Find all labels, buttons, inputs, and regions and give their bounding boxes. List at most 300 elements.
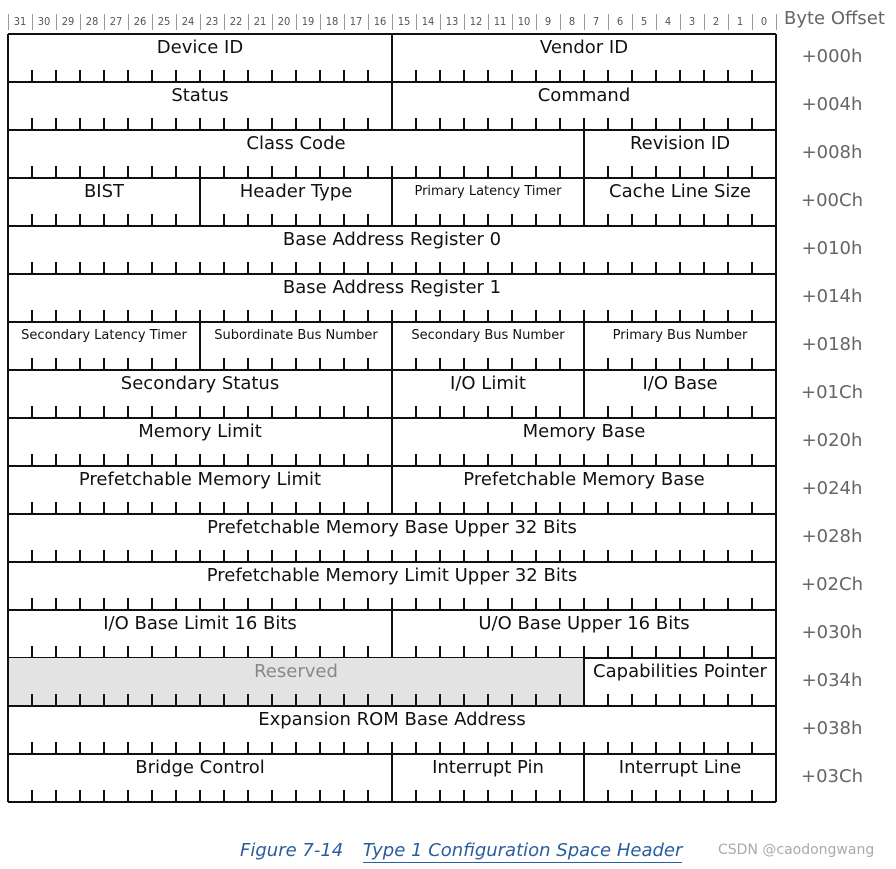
bit-tick [175, 790, 177, 802]
field-border [775, 34, 777, 82]
bit-tick [79, 454, 81, 466]
register-field [392, 370, 584, 418]
bit-tick [55, 694, 57, 706]
bit-tick [511, 646, 513, 658]
bit-tick [607, 742, 609, 754]
bit-tick [703, 358, 705, 370]
bit-tick [31, 598, 33, 610]
bit-tick [751, 550, 753, 562]
bit-tick [655, 694, 657, 706]
bit-ticks [200, 358, 392, 370]
bit-tick [103, 118, 105, 130]
bit-separator [224, 14, 225, 30]
bit-separator [8, 14, 9, 30]
bit-tick [727, 358, 729, 370]
field-border [391, 754, 393, 802]
register-field [8, 322, 200, 370]
register-field [200, 178, 392, 226]
bit-number: 14 [421, 15, 435, 28]
bit-tick [583, 550, 585, 562]
bit-tick [247, 454, 249, 466]
bit-number: 15 [397, 15, 411, 28]
byte-offset: +030h [801, 622, 863, 643]
bit-tick [175, 70, 177, 82]
bit-tick [199, 166, 201, 178]
bit-tick [439, 598, 441, 610]
bit-tick [631, 310, 633, 322]
bit-tick [247, 118, 249, 130]
bit-tick [487, 790, 489, 802]
bit-tick [199, 70, 201, 82]
bit-tick [55, 214, 57, 226]
bit-tick [271, 742, 273, 754]
bit-ticks [8, 214, 200, 226]
field-label: Memory Limit [138, 421, 262, 442]
register-field [8, 466, 392, 514]
bit-ticks [8, 694, 584, 706]
bit-tick [607, 454, 609, 466]
field-border [7, 274, 9, 322]
field-border [583, 754, 585, 802]
bit-ticks [584, 406, 776, 418]
register-field [8, 754, 392, 802]
bit-tick [439, 550, 441, 562]
bit-tick [367, 310, 369, 322]
bit-tick [727, 598, 729, 610]
bit-tick [751, 166, 753, 178]
bit-number: 30 [37, 15, 51, 28]
bit-separator [392, 14, 393, 30]
bit-separator [104, 14, 105, 30]
bit-tick [295, 310, 297, 322]
bit-tick [151, 214, 153, 226]
bit-tick [559, 166, 561, 178]
bit-tick [487, 118, 489, 130]
field-border [583, 370, 585, 418]
bit-tick [607, 406, 609, 418]
bit-ticks [8, 166, 584, 178]
bit-tick [367, 742, 369, 754]
bit-ticks [392, 646, 776, 658]
bit-tick [727, 550, 729, 562]
bit-separator [152, 14, 153, 30]
row-border [8, 801, 776, 803]
bit-tick [559, 742, 561, 754]
bit-tick [271, 790, 273, 802]
bit-tick [79, 742, 81, 754]
bit-tick [727, 790, 729, 802]
bit-tick [343, 358, 345, 370]
bit-ticks [8, 70, 392, 82]
bit-tick [319, 598, 321, 610]
bit-separator [776, 14, 777, 30]
bit-tick [127, 502, 129, 514]
bit-tick [607, 358, 609, 370]
bit-tick [271, 214, 273, 226]
bit-tick [463, 454, 465, 466]
bit-number: 26 [133, 15, 147, 28]
bit-tick [655, 454, 657, 466]
bit-tick [127, 742, 129, 754]
bit-number: 16 [373, 15, 387, 28]
field-border [199, 178, 201, 226]
bit-tick [343, 310, 345, 322]
field-border [775, 130, 777, 178]
bit-tick [31, 214, 33, 226]
bit-tick [415, 502, 417, 514]
bit-tick [343, 118, 345, 130]
bit-tick [343, 70, 345, 82]
field-label: Primary Latency Timer [414, 184, 562, 199]
bit-tick [151, 166, 153, 178]
bit-tick [247, 406, 249, 418]
bit-tick [703, 598, 705, 610]
bit-tick [79, 406, 81, 418]
bit-tick [31, 70, 33, 82]
field-label: Prefetchable Memory Base [463, 469, 705, 490]
field-label: Prefetchable Memory Limit Upper 32 Bits [206, 565, 578, 586]
bit-tick [463, 70, 465, 82]
byte-offset: +028h [801, 526, 863, 547]
field-border [775, 82, 777, 130]
bit-tick [415, 118, 417, 130]
bit-tick [343, 742, 345, 754]
bit-tick [679, 214, 681, 226]
bit-tick [223, 406, 225, 418]
bit-tick [607, 502, 609, 514]
bit-tick [487, 502, 489, 514]
bit-tick [511, 406, 513, 418]
bit-tick [295, 454, 297, 466]
field-border [7, 658, 9, 706]
bit-tick [655, 310, 657, 322]
byte-offset: +01Ch [801, 382, 863, 403]
bit-tick [583, 598, 585, 610]
bit-tick [439, 310, 441, 322]
bit-tick [607, 70, 609, 82]
bit-tick [247, 694, 249, 706]
bit-tick [151, 742, 153, 754]
field-label: Prefetchable Memory Base Upper 32 Bits [207, 517, 577, 538]
bit-tick [463, 262, 465, 274]
bit-tick [319, 166, 321, 178]
bit-tick [367, 262, 369, 274]
bit-tick [511, 742, 513, 754]
bit-tick [487, 550, 489, 562]
bit-tick [679, 118, 681, 130]
bit-tick [127, 358, 129, 370]
bit-separator [128, 14, 129, 30]
bit-tick [607, 214, 609, 226]
bit-tick [415, 646, 417, 658]
bit-tick [679, 502, 681, 514]
bit-number: 8 [568, 15, 576, 28]
field-label: U/O Base Upper 16 Bits [478, 613, 690, 634]
bit-tick [703, 790, 705, 802]
bit-tick [487, 262, 489, 274]
register-field [392, 466, 776, 514]
register-field [8, 658, 584, 706]
bit-tick [463, 310, 465, 322]
bit-tick [31, 166, 33, 178]
field-border [775, 754, 777, 802]
field-border [391, 418, 393, 466]
bit-separator [752, 14, 753, 30]
register-grid [8, 34, 776, 802]
bit-tick [703, 214, 705, 226]
bit-tick [583, 454, 585, 466]
byte-offset: +024h [801, 478, 863, 499]
bit-tick [583, 118, 585, 130]
bit-tick [631, 646, 633, 658]
bit-tick [415, 694, 417, 706]
bit-tick [223, 166, 225, 178]
bit-ticks [392, 406, 584, 418]
register-field [8, 610, 392, 658]
bit-tick [175, 550, 177, 562]
bit-tick [679, 550, 681, 562]
field-label: Interrupt Line [618, 757, 742, 778]
bit-tick [31, 790, 33, 802]
bit-tick [103, 550, 105, 562]
bit-tick [727, 118, 729, 130]
bit-ticks [8, 262, 776, 274]
bit-tick [535, 70, 537, 82]
bit-tick [127, 406, 129, 418]
bit-tick [175, 646, 177, 658]
bit-tick [391, 742, 393, 754]
bit-tick [151, 358, 153, 370]
bit-tick [223, 70, 225, 82]
bit-tick [607, 646, 609, 658]
bit-tick [703, 694, 705, 706]
bit-ticks [392, 70, 776, 82]
bit-tick [319, 454, 321, 466]
bit-separator [176, 14, 177, 30]
bit-tick [511, 598, 513, 610]
field-border [7, 754, 9, 802]
bit-tick [343, 214, 345, 226]
bit-tick [271, 502, 273, 514]
bit-tick [79, 118, 81, 130]
byte-offset: +000h [801, 46, 863, 67]
bit-tick [295, 646, 297, 658]
bit-tick [511, 118, 513, 130]
bit-tick [151, 790, 153, 802]
bit-tick [487, 598, 489, 610]
bit-number: 19 [301, 15, 315, 28]
bit-tick [703, 70, 705, 82]
bit-tick [535, 502, 537, 514]
field-border [775, 610, 777, 658]
bit-tick [79, 598, 81, 610]
bit-tick [535, 694, 537, 706]
bit-tick [55, 358, 57, 370]
bit-tick [655, 790, 657, 802]
bit-number-header [8, 10, 776, 34]
bit-tick [103, 598, 105, 610]
bit-tick [679, 310, 681, 322]
bit-tick [271, 262, 273, 274]
bit-tick [343, 262, 345, 274]
bit-tick [223, 358, 225, 370]
bit-tick [631, 358, 633, 370]
bit-tick [415, 790, 417, 802]
bit-tick [751, 742, 753, 754]
register-field [8, 34, 392, 82]
bit-number: 11 [493, 15, 507, 28]
bit-tick [511, 262, 513, 274]
bit-tick [415, 358, 417, 370]
bit-tick [367, 118, 369, 130]
field-label: Header Type [239, 181, 353, 202]
bit-tick [391, 598, 393, 610]
field-border [775, 706, 777, 754]
bit-tick [583, 310, 585, 322]
bit-tick [103, 742, 105, 754]
bit-tick [247, 214, 249, 226]
bit-tick [55, 790, 57, 802]
field-border [7, 370, 9, 418]
bit-separator [80, 14, 81, 30]
bit-tick [727, 646, 729, 658]
bit-tick [127, 214, 129, 226]
register-field [584, 754, 776, 802]
bit-tick [415, 262, 417, 274]
bit-separator [56, 14, 57, 30]
bit-tick [583, 502, 585, 514]
bit-tick [607, 166, 609, 178]
bit-tick [127, 70, 129, 82]
bit-ticks [8, 454, 392, 466]
bit-tick [439, 502, 441, 514]
bit-tick [463, 502, 465, 514]
field-border [7, 82, 9, 130]
register-field [584, 322, 776, 370]
bit-ticks [8, 742, 776, 754]
bit-tick [31, 694, 33, 706]
bit-tick [127, 310, 129, 322]
byte-offset: +034h [801, 670, 863, 691]
bit-tick [727, 214, 729, 226]
bit-tick [391, 310, 393, 322]
bit-tick [703, 310, 705, 322]
bit-ticks [392, 214, 584, 226]
bit-tick [79, 214, 81, 226]
bit-separator [368, 14, 369, 30]
bit-tick [343, 550, 345, 562]
bit-tick [247, 262, 249, 274]
field-border [775, 322, 777, 370]
bit-separator [728, 14, 729, 30]
bit-tick [535, 358, 537, 370]
bit-tick [223, 454, 225, 466]
bit-tick [199, 694, 201, 706]
bit-tick [31, 262, 33, 274]
bit-separator [248, 14, 249, 30]
bit-tick [463, 214, 465, 226]
bit-separator [344, 14, 345, 30]
bit-tick [439, 262, 441, 274]
bit-tick [271, 694, 273, 706]
bit-tick [679, 454, 681, 466]
bit-number: 20 [277, 15, 291, 28]
bit-separator [536, 14, 537, 30]
bit-tick [655, 214, 657, 226]
bit-tick [631, 214, 633, 226]
bit-tick [223, 262, 225, 274]
bit-tick [631, 70, 633, 82]
bit-tick [55, 262, 57, 274]
bit-tick [295, 502, 297, 514]
bit-tick [247, 358, 249, 370]
field-border [7, 34, 9, 82]
byte-offset: +00Ch [801, 190, 863, 211]
bit-tick [439, 166, 441, 178]
bit-tick [319, 790, 321, 802]
bit-tick [655, 550, 657, 562]
figure-title: Type 1 Configuration Space Header [362, 840, 683, 861]
bit-tick [679, 358, 681, 370]
bit-tick [295, 118, 297, 130]
bit-tick [535, 118, 537, 130]
bit-tick [703, 646, 705, 658]
bit-number: 27 [109, 15, 123, 28]
bit-tick [367, 406, 369, 418]
bit-tick [607, 550, 609, 562]
field-label: Secondary Bus Number [411, 328, 565, 343]
bit-tick [319, 310, 321, 322]
bit-tick [55, 118, 57, 130]
bit-tick [31, 550, 33, 562]
bit-tick [79, 166, 81, 178]
bit-tick [751, 310, 753, 322]
bit-tick [127, 646, 129, 658]
bit-tick [295, 406, 297, 418]
bit-tick [343, 454, 345, 466]
bit-ticks [584, 166, 776, 178]
bit-tick [319, 118, 321, 130]
byte-offset: +038h [801, 718, 863, 739]
field-border [7, 562, 9, 610]
bit-tick [415, 454, 417, 466]
bit-tick [55, 550, 57, 562]
bit-tick [295, 790, 297, 802]
bit-tick [151, 70, 153, 82]
bit-tick [751, 262, 753, 274]
register-field [8, 562, 776, 610]
bit-tick [679, 166, 681, 178]
bit-tick [415, 598, 417, 610]
bit-separator [632, 14, 633, 30]
field-border [775, 226, 777, 274]
field-label: Interrupt Pin [432, 757, 544, 778]
field-border [583, 658, 585, 706]
bit-tick [751, 214, 753, 226]
bit-tick [367, 790, 369, 802]
bit-tick [127, 166, 129, 178]
bit-separator [704, 14, 705, 30]
bit-tick [655, 358, 657, 370]
bit-tick [583, 70, 585, 82]
bit-tick [559, 310, 561, 322]
bit-tick [31, 358, 33, 370]
bit-tick [151, 502, 153, 514]
bit-tick [487, 70, 489, 82]
bit-tick [103, 790, 105, 802]
field-label: Device ID [156, 37, 244, 58]
bit-tick [367, 166, 369, 178]
